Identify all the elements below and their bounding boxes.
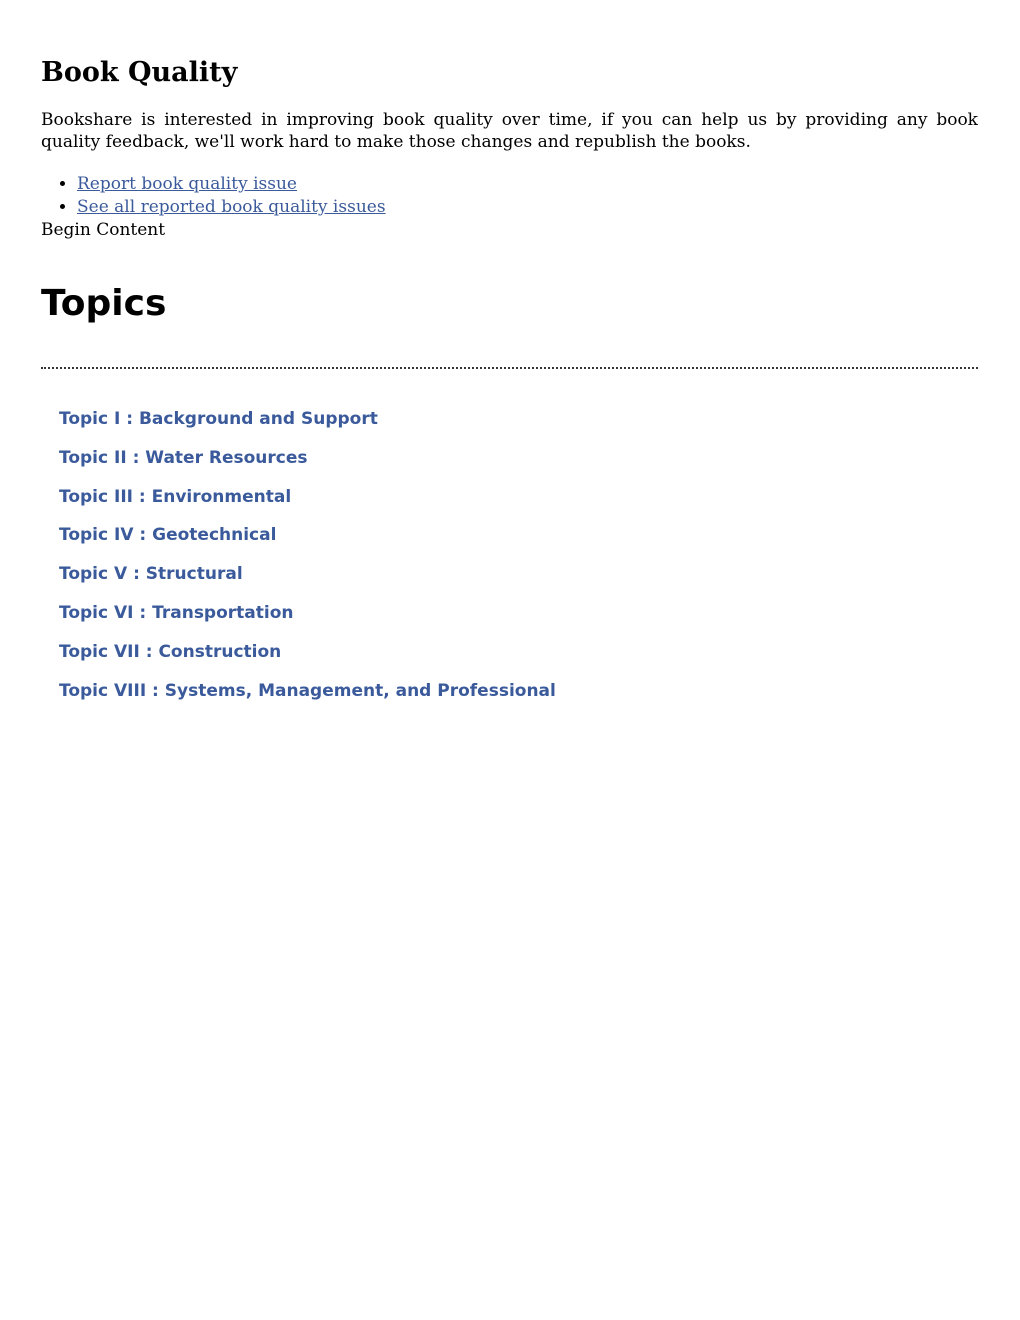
- topic-link-1[interactable]: Topic I : Background and Support: [59, 409, 378, 429]
- book-quality-link-item: [77, 196, 978, 219]
- book-quality-title: Book Quality: [41, 57, 238, 88]
- report-book-quality-issue-link[interactable]: Report book quality issue: [77, 174, 297, 194]
- book-quality-link-item: [77, 173, 978, 196]
- book-quality-links: [41, 173, 978, 219]
- topic-link-4[interactable]: Topic IV : Geotechnical: [59, 525, 277, 546]
- topic-link-2[interactable]: Topic II : Water Resources: [59, 447, 308, 468]
- topics-heading: Topics: [41, 283, 167, 324]
- see-reported-issues-link[interactable]: See all reported book quality issues: [77, 197, 386, 217]
- topic-list-item: [59, 599, 978, 638]
- topic-link-8[interactable]: Topic VIII : Systems, Management, and Professional: [59, 680, 556, 701]
- topic-list-item: [59, 444, 978, 483]
- topic-list-item: [59, 405, 978, 444]
- topic-link-7[interactable]: Topic VII : Construction: [59, 641, 282, 662]
- topic-list-item: [59, 638, 978, 677]
- topic-list-item: [59, 483, 978, 522]
- topic-link-6[interactable]: Topic VI : Transportation: [59, 602, 294, 623]
- topic-link-3[interactable]: Topic III : Environmental: [59, 486, 292, 507]
- topic-list-item: [59, 677, 978, 716]
- topic-list-item: [59, 521, 978, 560]
- begin-content-marker: Begin Content: [41, 220, 166, 240]
- topic-list-item: [59, 560, 978, 599]
- topic-link-5[interactable]: Topic V : Structural: [59, 564, 243, 585]
- topic-list: [41, 405, 978, 715]
- book-quality-intro: Bookshare is interested in improving book quality over time, if you can help us by providing any book quality feedback, we'll work hard to make those changes and republish the books.: [41, 110, 978, 152]
- dotted-divider: [41, 367, 978, 369]
